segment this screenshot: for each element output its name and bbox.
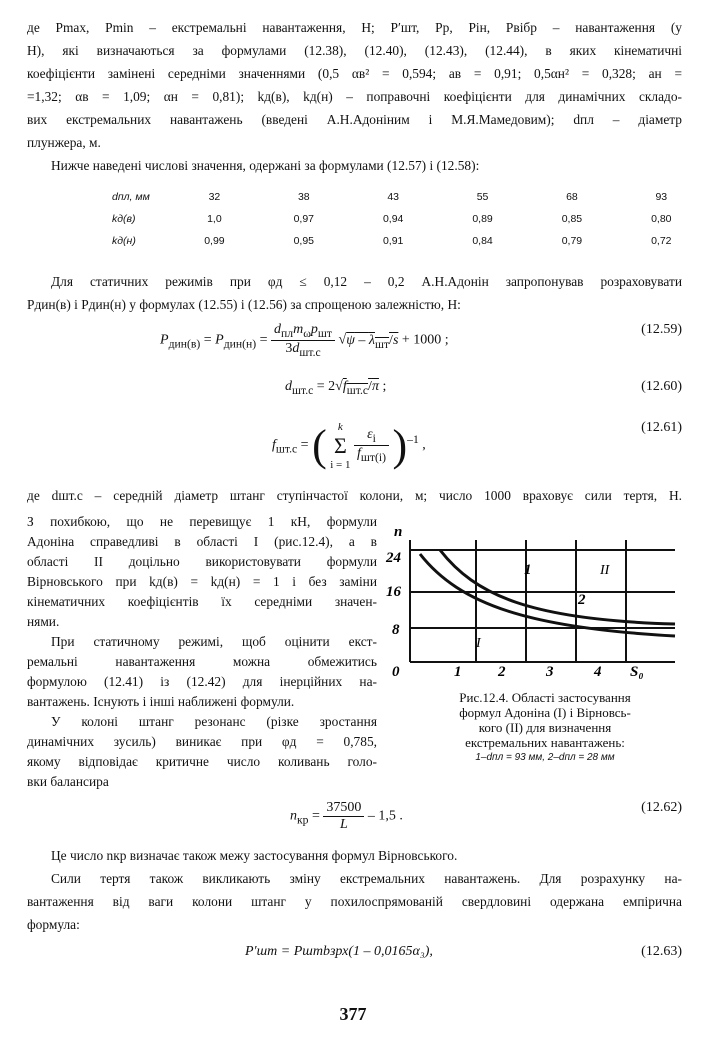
text-line: вантаження від ваги колони штанг у похилоспрямованій свердловині одержана емпірична bbox=[27, 894, 682, 909]
text-line: вих екстремальних навантажень (введені А.Н.Адоніним і М.Я.Мамедовим); dпл – діаметр bbox=[27, 112, 682, 127]
table-cell: 0,99 bbox=[204, 235, 225, 247]
text-line: формула: bbox=[27, 917, 80, 932]
equation-number: (12.61) bbox=[641, 420, 682, 435]
y-tick-label: 8 bbox=[392, 622, 400, 638]
table-cell: 68 bbox=[566, 191, 578, 203]
table-cell: 0,94 bbox=[382, 213, 404, 225]
table-cell: 0,89 bbox=[472, 213, 493, 225]
x-tick-label: 3 bbox=[546, 664, 554, 680]
equation-number: (12.63) bbox=[641, 944, 682, 959]
page-number: 377 bbox=[339, 1004, 367, 1024]
text-line: вантажень. Існують і інші наближені формули. bbox=[27, 694, 295, 709]
table-row bbox=[112, 230, 706, 252]
region-label: I bbox=[476, 636, 481, 651]
table-cell: 0,84 bbox=[472, 235, 493, 247]
table-cell: 43 bbox=[387, 191, 399, 203]
equation-number: (12.62) bbox=[641, 800, 682, 815]
table-cell: 0,85 bbox=[561, 213, 583, 225]
table-cell: 0,72 bbox=[651, 235, 672, 247]
text-line: плунжера, м. bbox=[27, 135, 101, 150]
table-cell: 0,91 bbox=[382, 235, 404, 247]
caption-line: 1–dпл = 93 мм, 2–dпл = 28 мм bbox=[475, 752, 615, 763]
text-line: кінематичних коефіцієнтів їх середніми значен- bbox=[27, 594, 377, 609]
equation-12-62: $n_{кр}$ = $\frac{37500}{L}$ – 1,5 . bbox=[290, 800, 403, 832]
curve-label: 2 bbox=[578, 592, 586, 608]
equation-12-59: $P_{дин(в)} = P_{дин(н)}$ = $\frac{d_{пл}m_\omega p_{шт}}{3d_{шт.с}}$ $√\psi - \lambda_{шт}/s + 1000$ ; bbox=[160, 322, 449, 359]
text-line: Це число nкр визначає також межу застосування формул Вірновського. bbox=[51, 848, 458, 863]
figure-12-4 bbox=[380, 520, 690, 690]
table-cell: 55 bbox=[476, 191, 489, 203]
table-cell: 93 bbox=[655, 191, 668, 203]
y-axis-label: n bbox=[394, 524, 403, 540]
table-cell: 0,97 bbox=[293, 213, 314, 225]
table-cell: 0,79 bbox=[561, 235, 583, 247]
text-line: Вірновського при kд(в) = kд(н) = 1 і без заміни bbox=[27, 574, 377, 589]
x-tick-label: 2 bbox=[498, 664, 506, 680]
x-tick-label: 1 bbox=[454, 664, 462, 680]
curve-label: 1 bbox=[524, 562, 532, 578]
y-tick-label: 0 bbox=[392, 664, 400, 680]
text-line: Нижче наведені числові значення, одержані за формулами (12.57) і (12.58): bbox=[51, 158, 480, 173]
table-cell: 0,95 bbox=[293, 235, 314, 247]
text-line: вки балансира bbox=[27, 774, 109, 789]
text-line: якому відповідає критичне число коливань голо- bbox=[27, 754, 377, 769]
x-tick-label: 4 bbox=[594, 664, 602, 680]
text-line: коефіцієнти замінені середніми значеннями (0,5 αв² = 0,594; aв = 0,91; 0,5αн² = 0,328; aн = bbox=[27, 66, 682, 81]
text-line: Н), які визначаються за формулами (12.38), (12.40), (12.43), (12.44), в яких кінематичні bbox=[27, 43, 682, 58]
y-tick-label: 16 bbox=[386, 584, 401, 600]
text-line: де Pmax, Pmin – екстремальні навантаження, Н; P′шт, Pр, Pін, Pвібр – навантаження (у bbox=[27, 20, 682, 35]
table-row bbox=[112, 208, 706, 230]
text-line: де dшт.с – середній діаметр штанг ступінчастої колони, м; число 1000 враховує сили тертя, Н. bbox=[27, 488, 682, 503]
text-line: ремальні навантаження можна обмежитись bbox=[27, 654, 377, 669]
caption-line: кого (II) для визначення bbox=[478, 720, 612, 735]
text-line: При статичному режимі, щоб оцінити екст- bbox=[51, 634, 377, 649]
text-line: нями. bbox=[27, 614, 60, 629]
text-line: області II доцільно використовувати формули bbox=[27, 554, 377, 569]
table-row-label: kд(в) bbox=[112, 213, 136, 225]
coefficient-table bbox=[112, 186, 706, 252]
figure-caption bbox=[395, 690, 695, 765]
caption-line: екстремальних навантажень: bbox=[465, 735, 625, 750]
text-line: Сили тертя також викликають зміну екстремальних навантажень. Для розрахунку на- bbox=[51, 871, 682, 886]
text-line: Адоніна справедливі в області I (рис.12.4), а в bbox=[27, 534, 377, 549]
table-row-label: kд(н) bbox=[112, 235, 136, 247]
table-row-label: dпл, мм bbox=[112, 191, 150, 203]
text-line: Pдин(в) і Pдин(н) у формулах (12.55) і (12.56) за спрощеною залежністю, Н: bbox=[27, 297, 461, 312]
text-line: З похибкою, що не перевищує 1 кН, формули bbox=[27, 514, 377, 529]
text-line: формулою (12.41) із (12.42) для інерційних на- bbox=[27, 674, 377, 689]
text-line: У колоні штанг резонанс (різке зростання bbox=[51, 714, 377, 729]
equation-12-63: P′шт = Pштbзрх(1 – 0,0165α₃), bbox=[245, 944, 433, 959]
table-cell: 32 bbox=[208, 191, 221, 203]
text-line: =1,32; αв = 1,09; αн = 0,81); kд(в), kд(н) – поправочні коефіцієнти для динамічних складо- bbox=[27, 89, 682, 104]
equation-number: (12.60) bbox=[641, 379, 682, 394]
table-row bbox=[112, 186, 706, 208]
equation-12-61: $f_{шт.с}$ = ( k Σ i = 1 $\frac{\varepsilon_i}{f_{шт(i)}}$ )$^{-1}$ , bbox=[272, 420, 426, 471]
table-cell: 1,0 bbox=[207, 213, 222, 225]
y-tick-label: 24 bbox=[386, 550, 401, 566]
x-axis-label: S₀ bbox=[630, 664, 644, 680]
text-line: Для статичних режимів при φд ≤ 0,12 – 0,2 А.Н.Адонін запропонував розраховувати bbox=[51, 274, 682, 289]
table-cell: 0,80 bbox=[651, 213, 672, 225]
text-line: динамічних зусиль) виникає при φд = 0,785, bbox=[27, 734, 377, 749]
caption-line: формул Адоніна (І) і Вірновсь- bbox=[459, 705, 631, 720]
caption-line: Рис.12.4. Області застосування bbox=[459, 690, 631, 705]
table-cell: 38 bbox=[297, 191, 310, 203]
equation-number: (12.59) bbox=[641, 322, 682, 337]
equation-12-60: $d_{шт.с} = 2√f_{шт.с}/\pi$ ; bbox=[285, 379, 387, 397]
region-label: II bbox=[600, 563, 610, 578]
